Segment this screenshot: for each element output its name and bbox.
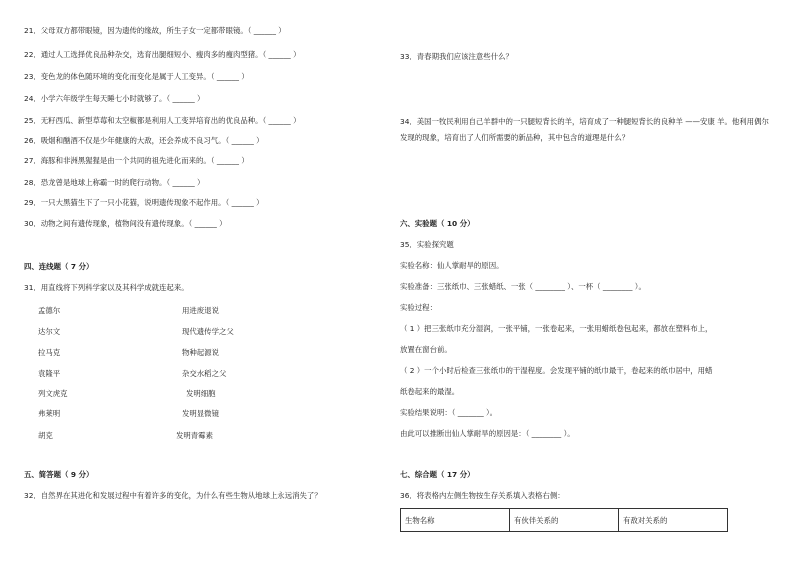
scientist-item: 弗莱明: [38, 409, 61, 418]
achievement-item: 发明青霉素: [176, 431, 213, 440]
experiment-result: 实验结果说明：（ _______ ）。: [400, 408, 498, 417]
question-31: 31．用直线将下列科学家以及其科学成就连起来。: [24, 283, 189, 292]
section-6-title: 六、实验题（ 10 分）: [400, 219, 475, 228]
experiment-step-2: （ 2 ）一个小时后检查三张纸巾的干湿程度。会发现平铺的纸巾最干，卷起来的纸巾居中，用蜡: [400, 366, 713, 375]
question-32: 32．自然界在其进化和发展过程中有着许多的变化，为什么有些生物从地球上永远消失了？: [24, 491, 322, 500]
achievement-item: 物种起源说: [182, 348, 219, 357]
experiment-step-2-cont: 纸卷起来的最湿。: [400, 387, 460, 396]
experiment-preparation: 实验准备：三张纸巾、三张蜡纸、一张（ ________ ）、一杯（ ________ ）。: [400, 282, 646, 291]
scientist-item: 拉马克: [38, 348, 61, 357]
table-header-cell: 生物名称: [401, 509, 510, 532]
scientist-item: 胡克: [38, 431, 53, 440]
judge-item-23: 23．变色龙的体色随环境的变化而变化是属于人工变异。（ ______ ）: [24, 72, 249, 81]
achievement-item: 发明细胞: [186, 389, 216, 398]
scientist-item: 袁隆平: [38, 369, 61, 378]
experiment-step-1-cont: 放置在窗台前。: [400, 345, 452, 354]
judge-item-28: 28．恐龙曾是地球上称霸一时的爬行动物。（ ______ ）: [24, 178, 205, 187]
achievement-item: 现代遗传学之父: [182, 327, 234, 336]
judge-item-22: 22．通过人工选择优良品种杂交，选育出腿细短小、瘦肉多的瘦肉型猪。（ ______ ）: [24, 50, 301, 59]
section-4-title: 四、连线题（ 7 分）: [24, 262, 94, 271]
achievement-item: 杂交水稻之父: [182, 369, 227, 378]
section-5-title: 五、简答题（ 9 分）: [24, 470, 94, 479]
experiment-step-1: （ 1 ）把三张纸巾充分湿润，一张平铺，一张卷起来，一张用蜡纸卷包起来，都放在塑料布上，: [400, 324, 713, 333]
judge-item-21: 21．父母双方都带眼镜，因为遗传的缘故，所生子女一定都带眼镜。（ ______ ）: [24, 26, 286, 35]
achievement-item: 发明显微镜: [182, 409, 219, 418]
question-36: 36．将表格内左侧生物按生存关系填入表格右侧：: [400, 491, 565, 500]
table-header-cell: 有敌对关系的: [619, 509, 728, 532]
judge-item-29: 29．一只大黑猫生下了一只小花猫，说明遗传现象不起作用。（ ______ ）: [24, 198, 264, 207]
experiment-process-label: 实验过程：: [400, 303, 437, 312]
judge-item-25: 25．无籽西瓜、新型草莓和太空椒都是利用人工变异培育出的优良品种。（ ______ ）: [24, 116, 301, 125]
judge-item-26: 26．吸烟和酗酒不仅是少年健康的大敌，还会养成不良习气。（ ______ ）: [24, 136, 264, 145]
table-row: [401, 509, 728, 532]
scientist-item: 列文虎克: [38, 389, 68, 398]
question-34: 34．美国一牧民利用自己羊群中的一只腿短背长的羊，培育成了一种腿短背长的良种羊 ——安康 羊。他利用偶尔发现的现象，培育出了人们所需要的新品种，其中包含的道理是什么？: [400, 117, 769, 142]
section-7-title: 七、综合题（ 17 分）: [400, 470, 475, 479]
judge-item-27: 27．海豚和非洲黑猩猩是由一个共同的祖先进化而来的。（ ______ ）: [24, 156, 249, 165]
table-header-cell: 有伙伴关系的: [510, 509, 619, 532]
experiment-name: 实验名称：仙人掌耐旱的原因。: [400, 261, 504, 270]
scientist-item: 孟德尔: [38, 306, 61, 315]
judge-item-30: 30．动物之间有遗传现象，植物间没有遗传现象。（ ______ ）: [24, 219, 227, 228]
question-33: 33．青春期我们应该注意些什么？: [400, 52, 513, 61]
scientist-item: 达尔文: [38, 327, 61, 336]
judge-item-24: 24．小学六年级学生每天睡七小时就够了。（ ______ ）: [24, 94, 205, 103]
achievement-item: 用进废退说: [182, 306, 219, 315]
relationship-table: [400, 508, 728, 532]
experiment-conclusion: 由此可以推断出仙人掌耐旱的原因是：（ ________ ）。: [400, 429, 575, 438]
question-35: 35．实验探究题: [400, 240, 454, 249]
